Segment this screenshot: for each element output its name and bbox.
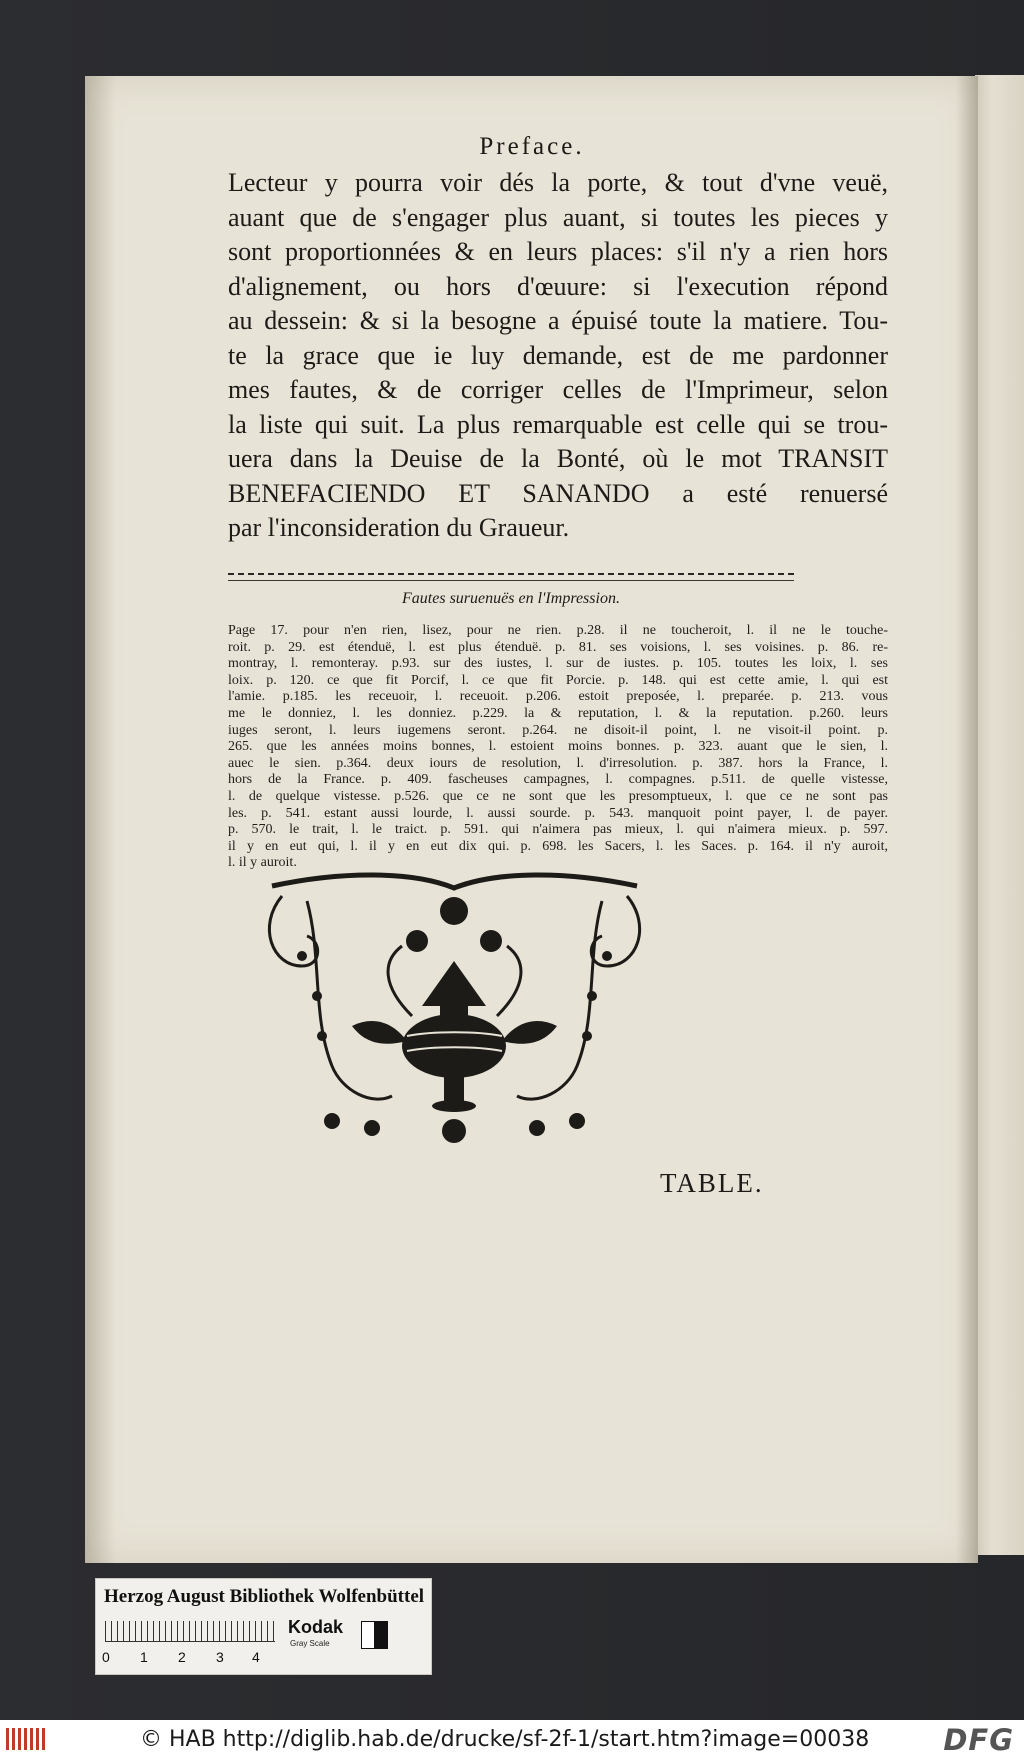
errata-line: l. de quelque vistesse. p.526. que ce ne sont que les presomptueux, l. que ce ne sont pas (228, 788, 888, 804)
errata-list (228, 623, 888, 872)
preface-line: par l'inconsideration du Graueur. (228, 513, 570, 542)
scale-number: 4 (252, 1649, 260, 1665)
color-calibration-target (95, 1578, 432, 1675)
preface-line: te la grace que ie luy demande, est de me pardonner (228, 340, 888, 370)
section-rule (228, 580, 794, 581)
ruler-scale (105, 1621, 275, 1642)
gray-swatch-icon (361, 1621, 388, 1649)
errata-line: montray, l. remonteray. p.93. sur des iustes, l. sur de iustes. p. 105. toutes les loix, l. ses (228, 656, 888, 672)
errata-line: loix. p. 120. ce que fit Porcif, l. ce que fit Porcie. p. 148. qui est cette amie, l. qui est (228, 672, 888, 688)
scale-number: 1 (140, 1649, 148, 1665)
errata-line: roit. p. 29. est étenduë, l. est plus étenduë. p. 81. ses voisions, l. ses voisines. p. 86. re- (228, 639, 888, 655)
kodak-logo: Kodak (288, 1617, 344, 1637)
errata-title: Fautes suruenuës en l'Impression. (402, 590, 620, 607)
errata-line: me le donniez, l. les donniez. p.229. la & reputation, l. & la reputation. p.260. leurs (228, 705, 888, 721)
errata-line: Page 17. pour n'en rien, lisez, pour ne rien. p.28. il ne toucheroit, l. il ne le touche- (228, 623, 888, 638)
vase-ornament-icon (262, 866, 647, 1166)
section-rule (228, 573, 794, 575)
footer-bar (0, 1720, 1024, 1759)
preface-line: au dessein: & si la besogne a épuisé toute la matiere. Tou- (228, 306, 888, 335)
scale-number: 2 (178, 1649, 186, 1665)
errata-line: il y en eut qui, l. il y en eut dix qui. p. 698. les Sacers, l. les Saces. p. 164. il n'y auroit, (228, 838, 888, 854)
errata-line: iuges seront, l. leurs iugemens seront. p.264. ne disoit-il point, l. ne visoit-il point. p. (228, 722, 888, 738)
adjacent-page-edge (975, 75, 1024, 1555)
running-head: Preface. (479, 133, 585, 160)
errata-line: les. p. 541. estant aussi lourde, l. aussi sourde. p. 543. manquoit point payer, l. de payer. (228, 805, 888, 821)
hab-logo-icon (6, 1728, 46, 1750)
errata-line: l'amie. p.185. les receuoir, l. receuoit. p.206. estoit preposée, l. preparée. p. 213. vous (228, 689, 888, 705)
dfg-logo: DFG (943, 1723, 1014, 1757)
preface-line: la liste qui suit. La plus remarquable est celle qui se trou- (228, 409, 888, 439)
preface-line: BENEFACIENDO ET SANANDO a esté renuersé (228, 478, 888, 508)
errata-line: auec le sien. p.364. deux iours de resolution, l. d'irresolution. p. 387. hors la France, l. (228, 755, 888, 771)
copyright-link[interactable]: © HAB http://diglib.hab.de/drucke/sf-2f-1/start.htm?image=00038 (140, 1727, 870, 1752)
errata-line: p. 570. le trait, l. le traict. p. 591. qui n'aimera pas mieux, l. qui n'aimera mieux. p. 597. (228, 822, 888, 838)
preface-text (228, 166, 888, 546)
scale-number: 0 (102, 1649, 110, 1665)
preface-line: mes fautes, & de corriger celles de l'Imprimeur, selon (228, 375, 888, 404)
errata-line: l. il y auroit. (228, 855, 297, 871)
preface-line: d'alignement, ou hors d'œuure: si l'execution répond (228, 271, 888, 301)
preface-line: sont proportionnées & en leurs places: s'il n'y a rien hors (228, 237, 888, 266)
page-shadow (85, 76, 115, 1563)
errata-line: 265. que les années moins bonnes, l. estoient moins bonnes. p. 323. auant que le sien, l. (228, 739, 888, 755)
preface-line: uera dans la Deuise de la Bonté, où le mot TRANSIT (228, 444, 888, 473)
page-gutter (956, 76, 978, 1563)
catchword: TABLE. (660, 1168, 764, 1198)
errata-line: hors de la France. p. 409. fascheuses campagnes, l. compagnes. p.511. de quelle vistesse, (228, 772, 888, 788)
scale-number: 3 (216, 1649, 224, 1665)
preface-line: auant que de s'engager plus auant, si toutes les pieces y (228, 202, 888, 232)
gray-scale-label: Gray Scale (290, 1639, 330, 1648)
library-name: Herzog August Bibliothek Wolfenbüttel (104, 1586, 425, 1607)
preface-line: Lecteur y pourra voir dés la porte, & tout d'vne veuë, (228, 168, 888, 197)
